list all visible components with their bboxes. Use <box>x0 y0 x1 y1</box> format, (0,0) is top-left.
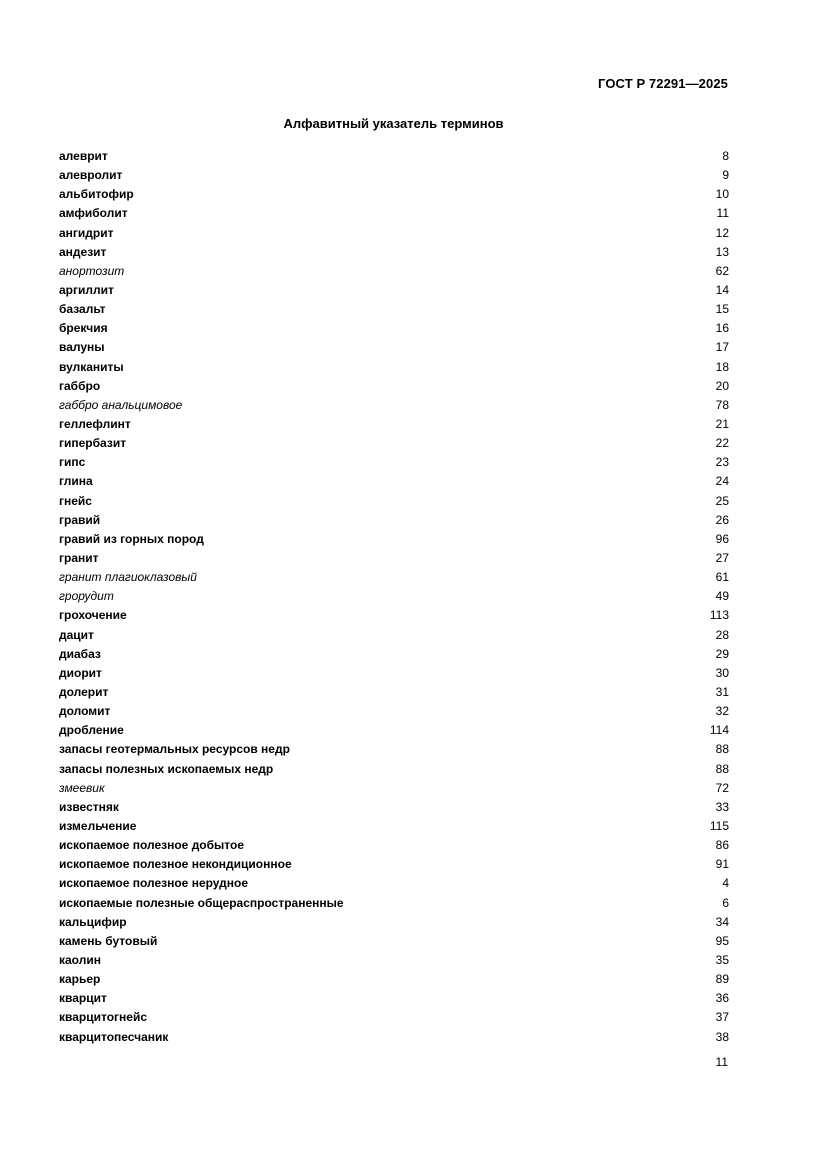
index-entry <box>59 300 729 319</box>
index-term: альбитофир <box>59 187 134 202</box>
index-term-number: 10 <box>715 187 729 202</box>
index-term: дацит <box>59 627 94 642</box>
index-term-number: 25 <box>715 493 729 508</box>
index-term-number: 37 <box>715 1010 729 1025</box>
index-entry <box>59 549 729 568</box>
index-term-number: 34 <box>715 914 729 929</box>
index-title: Алфавитный указатель терминов <box>283 116 504 131</box>
index-term-number: 96 <box>715 531 729 546</box>
index-term: камень бутовый <box>59 933 158 948</box>
index-term-number: 115 <box>709 818 729 833</box>
index-entry <box>59 166 729 185</box>
index-entry <box>59 817 729 836</box>
index-term: гипс <box>59 455 86 470</box>
index-term: габбро анальцимовое <box>59 397 183 412</box>
index-term: карьер <box>59 972 101 987</box>
index-term: запасы полезных ископаемых недр <box>59 761 274 776</box>
index-term: долерит <box>59 685 109 699</box>
index-term-number: 89 <box>715 972 729 987</box>
index-term-number: 15 <box>715 302 729 317</box>
index-entry <box>59 492 729 511</box>
index-term: аргиллит <box>59 283 114 298</box>
index-entry <box>59 798 729 817</box>
index-term: змеевик <box>59 780 105 795</box>
document-code: ГОСТ Р 72291—2025 <box>598 76 728 91</box>
index-entry <box>59 511 729 530</box>
index-term-number: 78 <box>715 397 729 412</box>
index-term: грохочение <box>59 608 127 623</box>
index-term: ископаемое полезное добытое <box>59 838 245 853</box>
page-number: 11 <box>715 1055 728 1069</box>
index-entry <box>59 779 729 798</box>
index-term-number: 88 <box>715 761 729 776</box>
index-term: вулканиты <box>59 359 124 374</box>
index-term-number: 6 <box>722 895 729 910</box>
index-entry <box>59 377 729 396</box>
index-term-number: 32 <box>715 704 729 719</box>
index-entry <box>59 606 729 625</box>
index-entry <box>59 453 729 472</box>
index-entry <box>59 702 729 721</box>
index-term-number: 61 <box>715 570 729 585</box>
index-term-number: 72 <box>715 780 729 795</box>
index-term: кварцитогнейс <box>59 1010 148 1025</box>
index-term: диорит <box>59 665 102 680</box>
index-term: брекчия <box>59 321 108 336</box>
index-term-number: 91 <box>715 857 729 872</box>
index-entry <box>59 358 729 377</box>
index-entry <box>59 185 729 204</box>
index-entry <box>59 664 729 683</box>
index-entry <box>59 836 729 855</box>
index-term-number: 24 <box>715 474 729 489</box>
index-entry <box>59 855 729 874</box>
index-term: андезит <box>59 244 107 259</box>
index-term-number: 22 <box>715 436 729 451</box>
index-term: грорудит <box>59 589 114 604</box>
index-term: кварцит <box>59 991 107 1006</box>
index-term: ископаемое полезное некондиционное <box>59 857 292 872</box>
index-term-number: 21 <box>715 417 729 432</box>
index-term: валуны <box>59 340 105 355</box>
index-entry <box>59 893 729 912</box>
index-term: ископаемые полезные общераспространенные <box>59 895 344 910</box>
index-term: гнейс <box>59 493 92 508</box>
index-term: дробление <box>59 723 124 738</box>
index-term-number: 88 <box>715 742 729 757</box>
index-term-number: 13 <box>715 244 729 259</box>
index-term-number: 26 <box>715 512 729 527</box>
index-term-number: 18 <box>715 359 729 374</box>
index-entry <box>59 932 729 951</box>
index-term-number: 114 <box>709 723 729 738</box>
index-term-number: 31 <box>715 685 729 699</box>
index-term: базальт <box>59 302 106 317</box>
index-term: амфиболит <box>59 206 128 221</box>
index-term-number: 27 <box>715 551 729 566</box>
index-term: ангидрит <box>59 225 114 240</box>
index-entry <box>59 740 729 759</box>
index-entry <box>59 319 729 338</box>
index-term: габбро <box>59 378 101 393</box>
index-term: известняк <box>59 799 119 814</box>
index-term-number: 28 <box>715 627 729 642</box>
index-term: геллефлинт <box>59 417 131 432</box>
index-term-number: 38 <box>715 1029 729 1044</box>
index-term-number: 113 <box>709 608 729 623</box>
index-term-number: 20 <box>715 378 729 393</box>
index-term-number: 9 <box>722 168 729 183</box>
index-term-number: 4 <box>722 876 729 891</box>
index-entry <box>59 434 729 453</box>
index-term-number: 23 <box>715 455 729 470</box>
index-term: гравий из горных пород <box>59 531 204 546</box>
index-term-number: 33 <box>715 799 729 814</box>
index-term-number: 30 <box>715 665 729 680</box>
index-entry <box>59 147 729 166</box>
index-entry <box>59 281 729 300</box>
index-term: кальцифир <box>59 914 127 929</box>
index-entry <box>59 396 729 415</box>
index-term-number: 12 <box>715 225 729 240</box>
index-term-number: 49 <box>715 589 729 604</box>
index-term: гравий <box>59 512 101 527</box>
index-entry <box>59 760 729 779</box>
index-term: алеврит <box>59 149 108 164</box>
index-term: измельчение <box>59 818 137 833</box>
index-term: анортозит <box>59 263 125 278</box>
index-entry <box>59 243 729 262</box>
index-term-number: 11 <box>716 206 729 221</box>
index-term: гипербазит <box>59 436 127 451</box>
index-term: кварцитопесчаник <box>59 1029 169 1044</box>
index-entry <box>59 874 729 893</box>
index-term-number: 16 <box>715 321 729 336</box>
index-entry <box>59 262 729 281</box>
index-entry <box>59 645 729 664</box>
index-entry <box>59 338 729 357</box>
index-term: каолин <box>59 952 101 967</box>
index-term: диабаз <box>59 646 101 661</box>
index-term: гранит плагиоклазовый <box>59 570 197 585</box>
index-term-number: 95 <box>715 933 729 948</box>
index-entry <box>59 913 729 932</box>
index-term-number: 29 <box>715 646 729 661</box>
index-entry <box>59 224 729 243</box>
index-entry <box>59 415 729 434</box>
index-term: алевролит <box>59 168 123 183</box>
index-entry <box>59 970 729 989</box>
index-entry <box>59 989 729 1008</box>
index-entry <box>59 721 729 740</box>
index-term-number: 62 <box>715 263 729 278</box>
index-term-number: 14 <box>715 283 729 298</box>
index-entry <box>59 568 729 587</box>
index-entry <box>59 683 729 702</box>
index-term-number: 86 <box>715 838 729 853</box>
index-term: гранит <box>59 551 99 566</box>
index-term: глина <box>59 474 93 489</box>
index-term-number: 8 <box>722 149 729 164</box>
index-entry <box>59 626 729 645</box>
index-entry <box>59 587 729 606</box>
index-entry <box>59 1027 729 1046</box>
index-term-number: 35 <box>715 952 729 967</box>
index-entry <box>59 472 729 491</box>
index-term-number: 17 <box>715 340 729 355</box>
index-term-number: 36 <box>715 991 729 1006</box>
index-entry <box>59 204 729 223</box>
index-entry <box>59 1008 729 1027</box>
index-entry <box>59 530 729 549</box>
index-entry <box>59 951 729 970</box>
index-term: ископаемое полезное нерудное <box>59 876 249 891</box>
index-term: доломит <box>59 704 111 719</box>
index-term: запасы геотермальных ресурсов недр <box>59 742 290 757</box>
term-index-list <box>59 147 729 1047</box>
